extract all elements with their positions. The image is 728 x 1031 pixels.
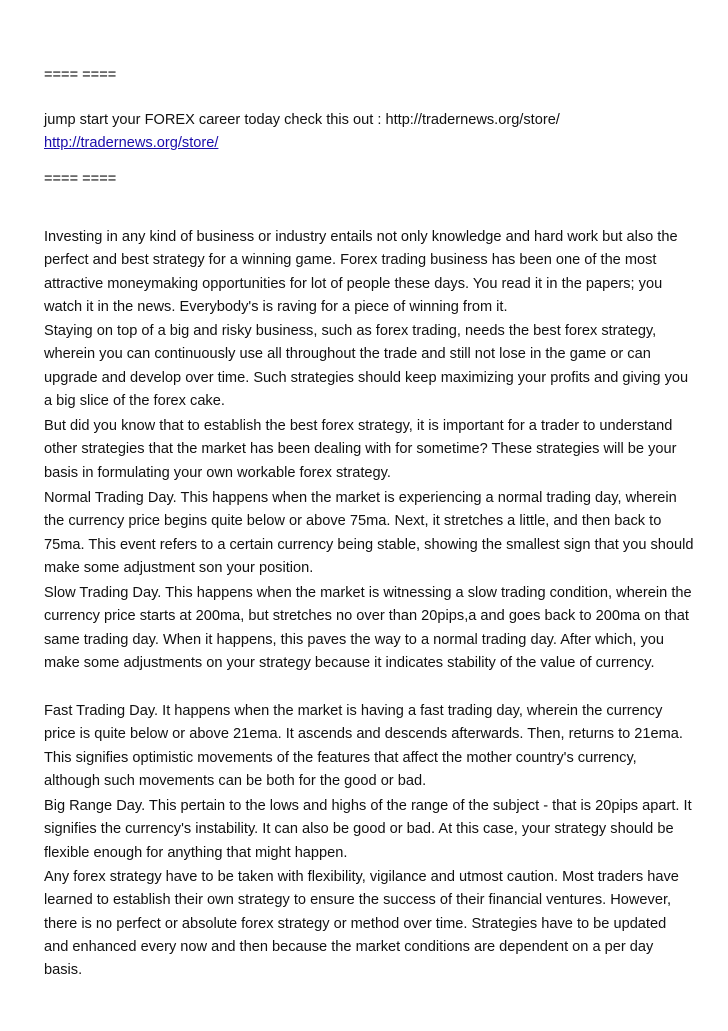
promo-link-text[interactable]: http://tradernews.org/store/	[44, 135, 219, 151]
paragraph-8	[44, 866, 694, 982]
paragraph-1	[44, 226, 694, 319]
paragraph-text: Fast Trading Day. It happens when the market is having a fast trading day, wherein the currency price is quite below or above 21ema. It ascends and descends afterwards. Then, returns to 21ema. This signifies optimistic movements of the features that affect the mother country's currency, although such movements can be both for the good or bad.	[44, 703, 683, 789]
paragraph-3	[44, 415, 694, 485]
paragraph-text: Slow Trading Day. This happens when the market is witnessing a slow trading condition, wherein the currency price starts at 200ma, but stretches no over than 20pips,a and goes back to 200ma on that same trading day. When it happens, this paves the way to a normal trading day. After which, you make some adjustments on your strategy because it indicates stability of the value of currency.	[44, 585, 692, 671]
paragraph-2	[44, 320, 694, 413]
separator-top: ==== ====	[44, 67, 117, 83]
paragraph-text: Staying on top of a big and risky business, such as forex trading, needs the best forex strategy, wherein you can continuously use all throughout the trade and still not lose in the game or can upgrade and develop over time. Such strategies should keep maximizing your profits and giving you a big slice of the forex cake.	[44, 323, 689, 409]
promo-link[interactable]	[44, 132, 218, 155]
paragraph-5	[44, 582, 694, 675]
paragraph-text: Normal Trading Day. This happens when the market is experiencing a normal trading day, wherein the currency price begins quite below or above 75ma. Next, it stretches a little, and then back to 75ma. This event refers to a certain currency being stable, showing the smallest sign that you should make some adjustment son your position.	[44, 490, 694, 576]
paragraph-text: Big Range Day. This pertain to the lows and highs of the range of the subject - that is 20pips apart. It signifies the currency's instability. It can also be good or bad. At this case, your strategy should be flexible enough for anything that might happen.	[44, 798, 692, 861]
paragraph-4	[44, 487, 694, 580]
paragraph-7	[44, 795, 694, 865]
paragraph-text: But did you know that to establish the best forex strategy, it is important for a trader to understand other strategies that the market has been dealing with for sometime? These strategies will be your basis in formulating your own workable forex strategy.	[44, 418, 677, 481]
separator-bottom: ==== ====	[44, 171, 117, 187]
paragraph-6	[44, 700, 694, 793]
paragraph-text: Any forex strategy have to be taken with flexibility, vigilance and utmost caution. Most traders have learned to establish their own strategy to ensure the success of their financial ventures. However, there is no perfect or absolute forex strategy or method over time. Strategies have to be updated and enhanced every now and then because the market conditions are dependent on a per day basis.	[44, 869, 679, 979]
paragraph-text: Investing in any kind of business or industry entails not only knowledge and hard work but also the perfect and best strategy for a winning game. Forex trading business has been one of the most attractive moneymaking opportunities for lot of people these days. You read it in the papers; you watch it in the news. Everybody's is raving for a piece of winning from it.	[44, 229, 678, 315]
promo-text: jump start your FOREX career today check this out : http://tradernews.org/store/	[44, 112, 560, 128]
